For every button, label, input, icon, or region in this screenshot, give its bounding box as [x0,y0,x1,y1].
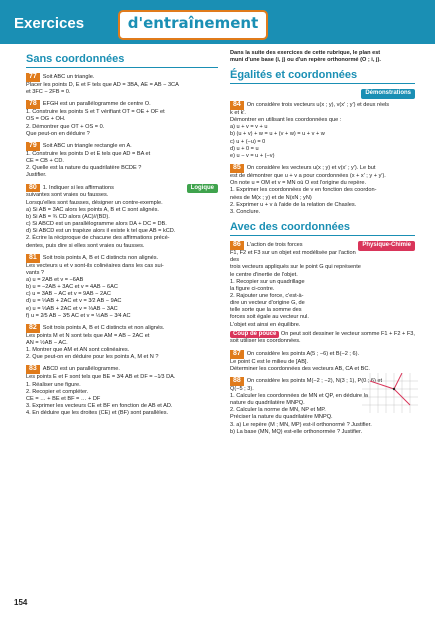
exercise-86 [230,241,415,346]
exercise-77 [26,73,218,96]
line: 1. Construire les points D et E tels que AD = BA et [26,150,151,157]
page-number: 154 [14,598,28,607]
exercise-number: 85 [230,164,244,173]
line: a) u + v = v + u [230,124,268,131]
section-title-avec-coordonnees: Avec des coordonnées [230,220,415,236]
line: 2. Que peut-on en déduire pour les points A, M et N ? [26,354,159,361]
page-header [0,0,435,44]
line: Lorsqu'elles sont fausses, désigner un contre-exemple. [26,199,163,206]
line: Soit ABC un triangle rectangle en A. [42,142,132,149]
line: On considère les points M(−2 ; −2), N(3 ; 1), P(0 ; 6) et [246,377,383,384]
exercise-number: 80 [26,184,40,193]
line: F1, F2 et F3 sur un objet est modélisée par l'action des [230,250,356,264]
line: Démontrer en utilisant les coordonnées que : [230,117,342,124]
header-title: Exercices [14,15,85,32]
line: Justifier. [26,172,47,179]
forces-figure [362,373,418,413]
exercise-number: 78 [26,100,40,109]
line: On considère les points A(5 ; −6) et B(−2 ; 6). [246,350,360,357]
header-tag [118,10,268,40]
section-title-sans-coordonnees: Sans coordonnées [26,52,218,68]
exercise-number: 87 [230,350,244,359]
line: nature du quadrilatère MNPQ. [230,400,305,407]
line: 1. Construire les points S et T vérifiant OT = OE + OF et [26,109,165,116]
intro-line: muni d'une base (i, j) ou d'un repère orthonormé (O ; i, j). [230,57,381,64]
exercise-number: 81 [26,254,40,263]
line: d) u + 0 = u [230,145,259,152]
line: On considère trois vecteurs u(x ; y), v(x′ ; y′) et deux réels [246,102,390,109]
line: b) La base (MN, MQ) est-elle orthonormée ? Justifier. [230,428,363,435]
line: On note u = OM et v = MN où O est l'origine du repère. [230,180,367,187]
line: Le point C est le milieu de [AB]. [230,358,309,365]
line: dire un vecteur d'origine G, de [230,300,305,307]
line: et 3FC − 2FB = 0. [26,89,71,96]
line: OS = OG + OH. [26,116,66,123]
line: Soit ABC un triangle. [42,74,95,81]
line: 3. Conclure. [230,208,261,215]
line: CE = CB + CD. [26,158,64,165]
line: 2. Démontrer que OT + OS = 0. [26,123,105,130]
line: vants ? [26,269,45,276]
line: Les points E et F sont tels que BE = 3⁄4 AB et DF = −1⁄3 DA. [26,374,176,381]
exercise-83 [26,365,218,417]
line: Soit trois points A, B et C distincts non alignés. [42,254,159,261]
exercise-82 [26,324,218,362]
line: 2. Quelle est la nature du quadrilatère BCDE ? [26,165,142,172]
line: le centre d'inertie de l'objet. [230,271,298,278]
physique-chimie-tag: Physique-Chimie [358,241,415,251]
exercise-number: 77 [26,73,40,82]
line: 3. Exprimer les vecteurs CE et BF en fonction de AB et AD. [26,403,173,410]
line: d) u = ⅓AB + 2AC et v = 3⁄2 AB − 9AC [26,298,122,305]
line: 1. Exprimer les coordonnées de v en fonction des coordon- [230,187,377,194]
line: e) u = ⅓AB + 2AC et v = ⅓AB − 3AC [26,305,118,312]
left-column [26,50,218,421]
line: 1. Calculer les coordonnées de MN et QP, en déduire la [230,392,368,399]
exercise-number: 82 [26,324,40,333]
line: L'action de trois forces [246,242,303,249]
line: trois vecteurs appliqués sur le point G qui représente [230,264,361,271]
line: d) Si ABCD est un trapèze alors il existe k tel que AB = kCD. [26,228,176,235]
line: On considère les vecteurs u(x ; y) et v(x′ ; y′). Le but [246,165,376,172]
line: forces soit égale au vecteur nul. [230,314,309,321]
hint-tag: Coup de pouce [230,331,279,339]
intro-line: Dans la suite des exercices de cette rubrique, le plan est [230,50,381,56]
line: est de démontrer que u + v a pour coordonnées (x + x′ ; y + y′). [230,173,386,180]
line: AN = ½AB − AC. [26,340,68,347]
line: k et k′. [230,110,246,117]
logic-tag: Logique [187,184,218,194]
exercise-87 [230,350,415,373]
line: 3. a) Le repère (M ; MN, MP) est-il orthonormé ? Justifier. [230,421,372,428]
line: CE = … + BE et BF = … + DF [26,395,101,402]
line: 2. Recopier et compléter. [26,388,89,395]
line: e) u − v = u + (−v) [230,152,275,159]
exercise-number: 83 [26,365,40,374]
line: f) u = 2⁄5 AB − 3⁄5 AC et v = ½AB − 3⁄4 AC [26,312,131,319]
line: c) Si ABCD est un parallélogramme alors DA + DC = DB. [26,221,167,228]
line: dentes, puis dire si elles sont vraies ou fausses. [26,242,145,249]
line: 2. Rajouter une force, c'est-à- [230,292,304,299]
exercise-number: 84 [230,101,244,110]
line: c) u + (−u) = 0 [230,138,266,145]
exercise-78 [26,100,218,138]
line: Déterminer les coordonnées des vecteurs AB, CA et BC. [230,365,370,372]
hint-text: On peut soit dessiner le vecteur somme F1 + F2 + F3, soit utiliser les coordonnées. [230,330,415,345]
line: 2. Calculer la norme de MN, NP et MP. [230,407,326,414]
line: b) u = −2AB + 3AC et v = 4AB − 6AC [26,284,118,291]
section-title-egalites: Égalités et coordonnées [230,68,415,84]
line: 4. En déduire que les droites (CE) et (BF) sont parallèles. [26,410,169,417]
line: Que peut-on en déduire ? [26,130,90,137]
line: a) Si AB = 3AC alors les points A, B et C sont alignés. [26,206,159,213]
exercise-number: 88 [230,377,244,386]
line: la figure ci-contre. [230,285,275,292]
line: Les vecteurs u et v sont-ils colinéaires dans les cas sui- [26,262,164,269]
line: 1. Indiquer si les affirmations [42,184,114,191]
line: 2. Exprimer u + v à l'aide de la relation de Chasles. [230,201,357,208]
line: L'objet est ainsi en équilibre. [230,321,301,328]
line: a) u = 2AB et v = −6AB [26,276,84,283]
line: ABCD est un parallélogramme. [42,366,120,373]
line: Placer les points D, E et F tels que AD = 3BA, AE = AB − 3CA [26,82,179,89]
line: suivantes sont vraies ou fausses. [26,192,109,199]
line: nées de M(x ; y) et de N(xN ; yN) [230,194,312,201]
point-g [393,388,395,390]
line: Les points M et N sont tels que AM = AB − 2AC et [26,332,150,339]
line: c) u = 3AB − AC et v = 9AB − 2AC [26,291,111,298]
line: telle sorte que la somme des [230,307,302,314]
line: b) (u + v) + w = u + (v + w) = u + v + w [230,131,325,138]
exercise-85 [230,164,415,216]
force-f1-arrow [370,381,394,389]
exercise-number: 79 [26,142,40,151]
line: EFGH est un parallélogramme de centre O. [42,101,151,108]
exercise-number: 86 [230,241,244,250]
line: 1. Réaliser une figure. [26,381,81,388]
line: b) Si AB = ¾ CD alors (AC)//(BD). [26,213,110,220]
line: 1. Montrer que AM et AN sont colinéaires. [26,347,130,354]
exercise-80 [26,184,218,250]
grid [362,373,418,413]
line: Préciser la nature du quadrilatère MNPQ. [230,414,333,421]
line: Q(−5 ; 3). [230,385,254,392]
line: 2. Écrire la réciproque de chacune des affirmations précé- [26,235,170,242]
demonstrations-tag: Démonstrations [361,89,415,99]
line: Soit trois points A, B et C distincts et non alignés. [42,324,165,331]
header-tag-label: d'entraînement [127,14,259,32]
exercise-81 [26,254,218,320]
line: 1. Recopier sur un quadrillage [230,278,305,285]
exercise-79 [26,142,218,180]
exercise-84 [230,101,415,160]
